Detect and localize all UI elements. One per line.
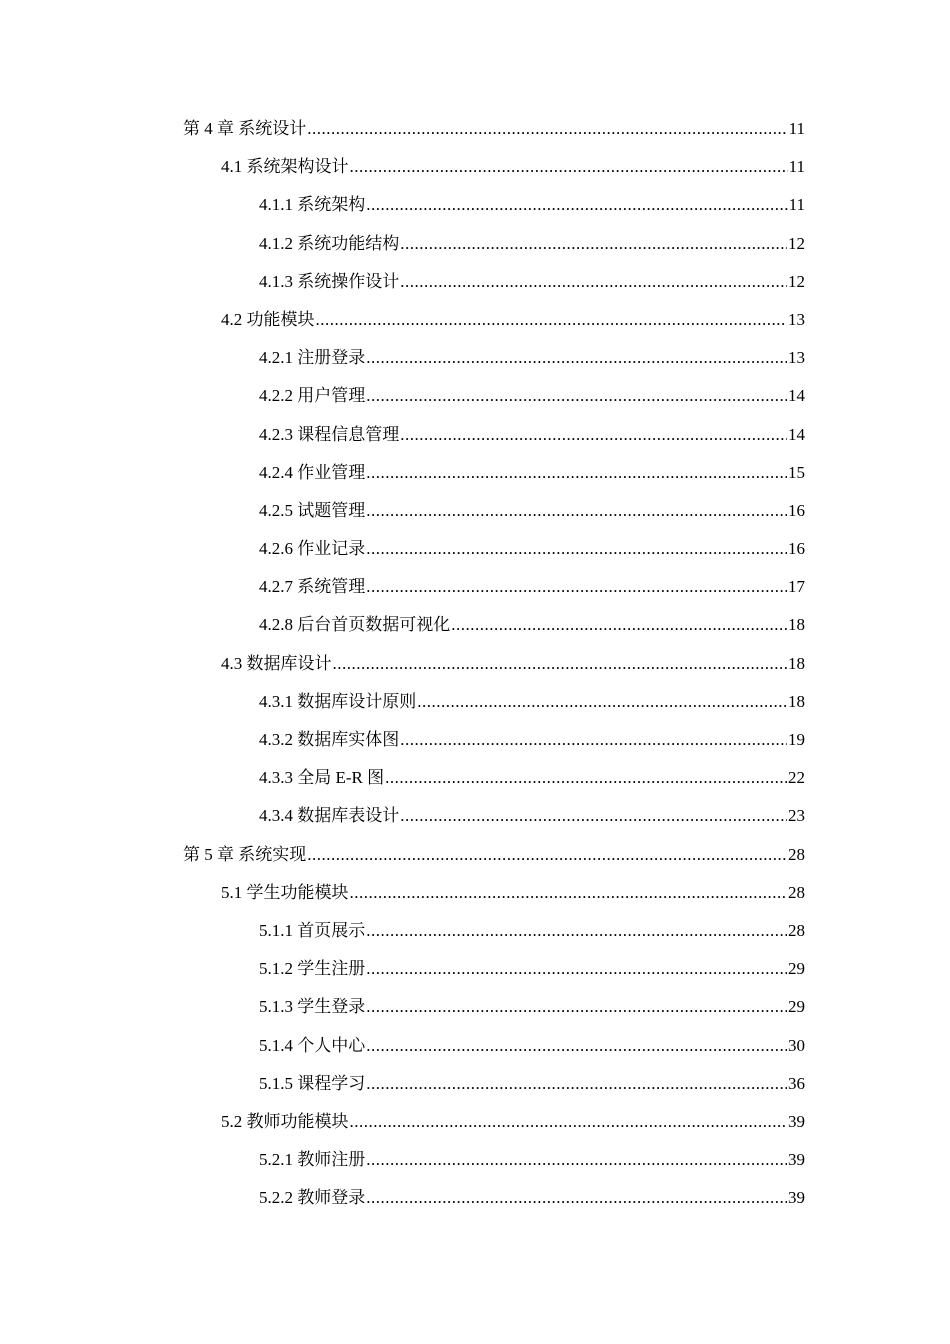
dot-leader — [366, 339, 787, 377]
dot-leader — [307, 836, 787, 874]
table-of-contents — [0, 110, 950, 1217]
toc-entry[interactable] — [0, 263, 950, 301]
dot-leader — [366, 377, 787, 415]
toc-entry-title: 4.2.3 课程信息管理 — [259, 424, 400, 444]
toc-entry-page-number: 16 — [788, 500, 805, 520]
toc-entry[interactable] — [0, 683, 950, 721]
dot-leader — [451, 606, 787, 644]
toc-entry-page-number: 30 — [788, 1035, 805, 1055]
toc-entry-title: 5.1.1 首页展示 — [259, 920, 366, 940]
toc-entry[interactable] — [0, 797, 950, 835]
toc-entry-title: 5.2 教师功能模块 — [221, 1111, 349, 1131]
toc-entry-page-number: 16 — [788, 539, 805, 559]
toc-entry-page-number: 23 — [788, 806, 805, 826]
toc-entry-title: 第 5 章 系统实现 — [183, 844, 307, 864]
toc-entry[interactable] — [0, 645, 950, 683]
toc-entry-title: 4.3.2 数据库实体图 — [259, 730, 400, 749]
toc-entry-page-number: 28 — [788, 844, 805, 864]
dot-leader — [350, 874, 788, 912]
toc-entry-page-number: 39 — [788, 1150, 805, 1170]
toc-entry-page-number: 36 — [788, 1073, 805, 1093]
toc-entry-page-number: 18 — [788, 653, 805, 673]
toc-entry-title: 5.1.5 课程学习 — [259, 1073, 366, 1093]
toc-entry-title: 第 4 章 系统设计 — [183, 119, 307, 138]
dot-leader — [366, 912, 787, 950]
toc-entry-title: 4.3 数据库设计 — [221, 653, 332, 673]
dot-leader — [366, 186, 787, 224]
toc-entry-page-number: 12 — [788, 271, 805, 291]
toc-entry[interactable] — [0, 148, 950, 186]
toc-entry-title: 4.2.8 后台首页数据可视化 — [259, 615, 451, 635]
toc-entry-title: 5.2.1 教师注册 — [259, 1150, 366, 1170]
dot-leader — [366, 1179, 787, 1217]
toc-entry[interactable] — [0, 568, 950, 606]
toc-entry-page-number: 18 — [788, 615, 805, 635]
dot-leader — [385, 759, 787, 797]
dot-leader — [417, 683, 787, 721]
toc-entry[interactable] — [0, 606, 950, 644]
toc-entry-title: 4.2.1 注册登录 — [259, 348, 366, 368]
dot-leader — [366, 492, 787, 530]
toc-entry-page-number: 39 — [788, 1111, 805, 1131]
dot-leader — [400, 721, 787, 759]
toc-entry-page-number: 39 — [788, 1188, 805, 1208]
toc-entry[interactable] — [0, 530, 950, 568]
toc-entry-page-number: 13 — [788, 309, 805, 329]
toc-entry[interactable] — [0, 492, 950, 530]
toc-entry-page-number: 29 — [788, 997, 805, 1017]
toc-entry-page-number: 18 — [788, 691, 805, 711]
toc-entry-page-number: 11 — [788, 119, 805, 138]
toc-entry-page-number: 22 — [788, 768, 805, 788]
dot-leader — [350, 148, 788, 186]
toc-entry-title: 5.2.2 教师登录 — [259, 1188, 366, 1208]
toc-entry-page-number: 28 — [788, 920, 805, 940]
dot-leader — [316, 301, 788, 339]
dot-leader — [366, 454, 787, 492]
toc-entry-title: 4.2.2 用户管理 — [259, 386, 366, 406]
dot-leader — [333, 645, 788, 683]
dot-leader — [400, 797, 787, 835]
toc-entry[interactable] — [0, 416, 950, 454]
toc-entry-title: 5.1.4 个人中心 — [259, 1035, 366, 1055]
toc-entry-page-number: 13 — [788, 348, 805, 368]
toc-entry[interactable] — [0, 454, 950, 492]
toc-entry-page-number: 11 — [788, 157, 805, 177]
toc-entry-title: 5.1.2 学生注册 — [259, 959, 366, 979]
toc-entry-title: 4.2.7 系统管理 — [259, 577, 366, 597]
toc-entry-page-number: 17 — [788, 577, 805, 597]
toc-entry-title: 4.3.1 数据库设计原则 — [259, 691, 417, 711]
toc-entry-page-number: 12 — [788, 233, 805, 253]
toc-entry[interactable] — [0, 339, 950, 377]
toc-entry-title: 4.2.6 作业记录 — [259, 539, 366, 559]
dot-leader — [366, 950, 787, 988]
toc-entry-page-number: 14 — [788, 386, 805, 406]
toc-entry-title: 4.1.2 系统功能结构 — [259, 233, 400, 253]
toc-entry-title: 4.2.5 试题管理 — [259, 500, 366, 520]
toc-entry[interactable] — [0, 874, 950, 912]
dot-leader — [350, 1103, 788, 1141]
toc-entry[interactable] — [0, 377, 950, 415]
dot-leader — [400, 225, 787, 263]
toc-entry[interactable] — [0, 301, 950, 339]
dot-leader — [366, 568, 787, 606]
toc-entry-title: 4.2 功能模块 — [221, 309, 315, 329]
toc-entry[interactable] — [0, 1141, 950, 1179]
toc-entry[interactable] — [0, 912, 950, 950]
toc-entry[interactable] — [0, 836, 950, 874]
dot-leader — [366, 988, 787, 1026]
toc-entry-page-number: 15 — [788, 462, 805, 482]
toc-entry[interactable] — [0, 759, 950, 797]
dot-leader — [400, 263, 787, 301]
toc-entry-page-number: 29 — [788, 959, 805, 979]
dot-leader — [366, 530, 787, 568]
toc-entry-page-number: 11 — [788, 195, 805, 215]
dot-leader — [366, 1141, 787, 1179]
toc-entry-title: 4.1.1 系统架构 — [259, 195, 366, 215]
toc-entry[interactable] — [0, 950, 950, 988]
toc-entry[interactable] — [0, 1065, 950, 1103]
toc-entry-page-number: 14 — [788, 424, 805, 444]
toc-entry[interactable] — [0, 225, 950, 263]
toc-entry-title: 5.1.3 学生登录 — [259, 997, 366, 1017]
toc-entry[interactable] — [0, 988, 950, 1026]
toc-entry[interactable] — [0, 186, 950, 224]
dot-leader — [400, 416, 787, 454]
dot-leader — [366, 1027, 787, 1065]
toc-entry-title: 4.1 系统架构设计 — [221, 157, 349, 177]
toc-entry-title: 4.3.4 数据库表设计 — [259, 806, 400, 826]
toc-entry-page-number: 19 — [788, 730, 805, 749]
toc-entry[interactable] — [0, 1103, 950, 1141]
toc-entry-title: 5.1 学生功能模块 — [221, 882, 349, 902]
dot-leader — [366, 1065, 787, 1103]
toc-entry[interactable] — [0, 1027, 950, 1065]
toc-entry-title: 4.2.4 作业管理 — [259, 462, 366, 482]
toc-entry[interactable] — [0, 1179, 950, 1217]
toc-entry[interactable] — [0, 110, 950, 148]
toc-entry[interactable] — [0, 721, 950, 759]
dot-leader — [307, 110, 787, 148]
toc-entry-title: 4.3.3 全局 E-R 图 — [259, 768, 385, 788]
toc-entry-title: 4.1.3 系统操作设计 — [259, 271, 400, 291]
toc-entry-page-number: 28 — [788, 882, 805, 902]
